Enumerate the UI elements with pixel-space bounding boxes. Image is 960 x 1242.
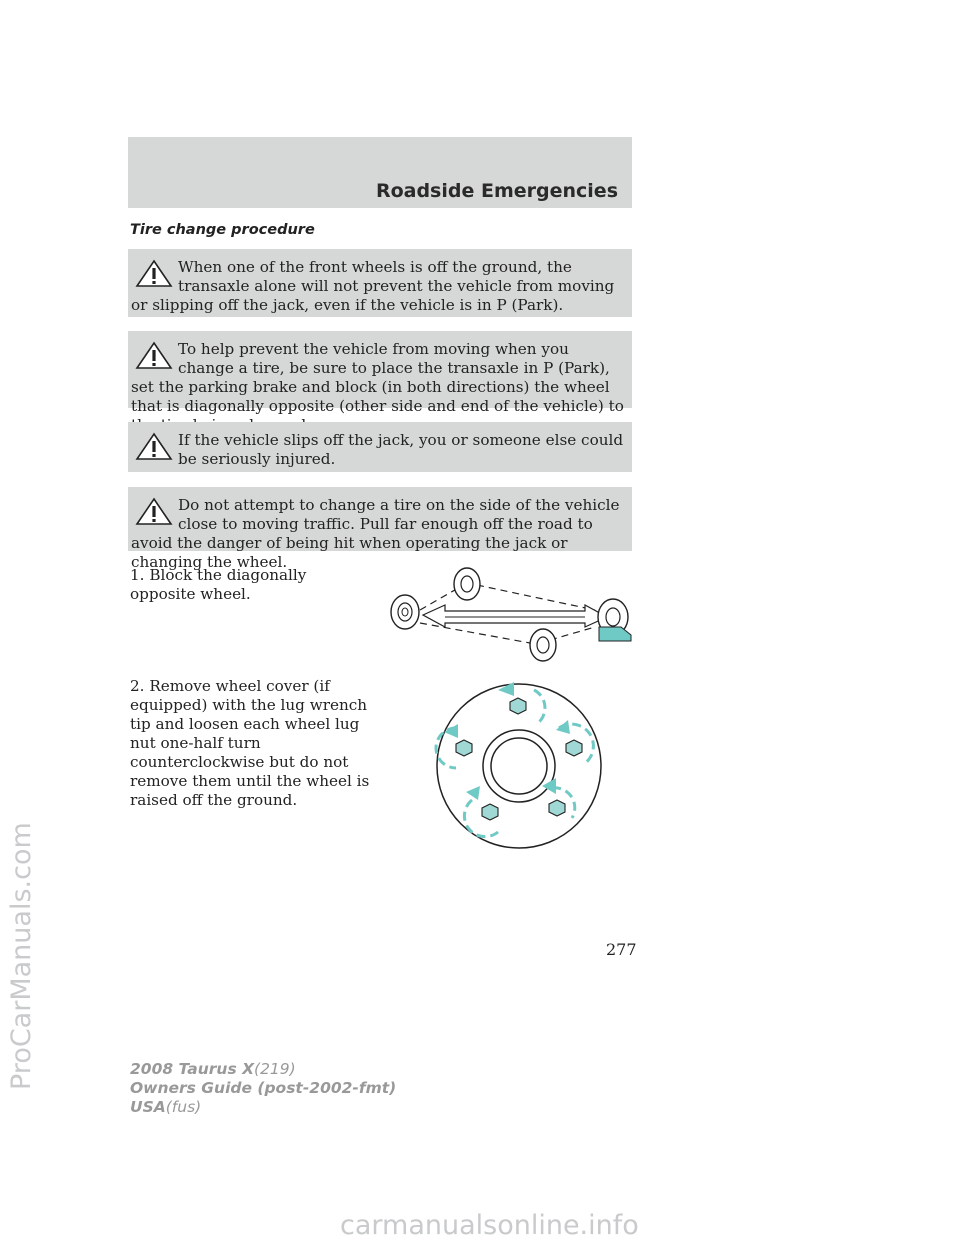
warning-icon bbox=[133, 258, 175, 288]
warning-box-4 bbox=[128, 487, 632, 571]
step-2: 2. Remove wheel cover (if equipped) with the lug wrench tip and loosen each wheel lug nut one-half turn counterclockwise but do not remove them until the wheel is raised off the ground. bbox=[130, 677, 370, 809]
block-wheel-illustration bbox=[385, 565, 640, 665]
step-1: 1. Block the diagonally opposite wheel. bbox=[130, 566, 307, 603]
page-number: 277 bbox=[606, 940, 637, 959]
lug-nut-pattern-illustration bbox=[434, 668, 604, 850]
warning-text: To help prevent the vehicle from moving when you change a tire, be sure to place the transaxle in P (Park), set the parking brake and block (in both directions) the wheel that is diagonally opposite (other side and end of the vehicle) to bbox=[131, 340, 624, 415]
subheading: Tire change procedure bbox=[130, 222, 315, 238]
side-watermark: ProCarManuals.com bbox=[6, 822, 37, 1090]
tire-rear-left bbox=[454, 568, 480, 600]
document-footer bbox=[130, 1060, 396, 1117]
lug-nut bbox=[549, 800, 565, 816]
warning-icon bbox=[133, 340, 175, 370]
lug-nut bbox=[510, 698, 526, 714]
warning-box-2 bbox=[128, 331, 632, 415]
warning-text: Do not attempt to change a tire on the side of the vehicle close to moving traffic. Pull far enough off the road to avoid the danger of being hit when operating the jack or changing the wheel. bbox=[131, 496, 620, 571]
footer-model-code: (219) bbox=[254, 1060, 296, 1078]
footer-guide: Owners Guide (post-2002-fmt) bbox=[130, 1079, 397, 1097]
tire-front-left bbox=[391, 595, 419, 629]
bottom-watermark: carmanualsonline.info bbox=[340, 1210, 639, 1241]
footer-market-code: (fus) bbox=[165, 1098, 202, 1116]
footer-market: USA bbox=[130, 1098, 166, 1116]
tire-rear-right-blocked bbox=[598, 599, 631, 641]
tire-front-right bbox=[530, 629, 556, 661]
warning-box-1 bbox=[128, 249, 632, 317]
warning-text: When one of the front wheels is off the ground, the transaxle alone will not prevent the vehicle from moving or slipping off the jack, even if the vehicle is in P (Park). bbox=[131, 258, 615, 314]
section-title: Roadside Emergencies bbox=[375, 180, 618, 202]
warning-icon bbox=[133, 431, 175, 461]
footer-model: 2008 Taurus X bbox=[130, 1060, 255, 1078]
warning-box-3 bbox=[128, 422, 632, 472]
warning-icon bbox=[133, 496, 175, 526]
lug-nut bbox=[456, 740, 472, 756]
warning-text: If the vehicle slips off the jack, you or someone else could be seriously injured. bbox=[178, 431, 624, 468]
lug-nut bbox=[566, 740, 582, 756]
section-header bbox=[128, 137, 632, 208]
lug-nut bbox=[482, 804, 498, 820]
